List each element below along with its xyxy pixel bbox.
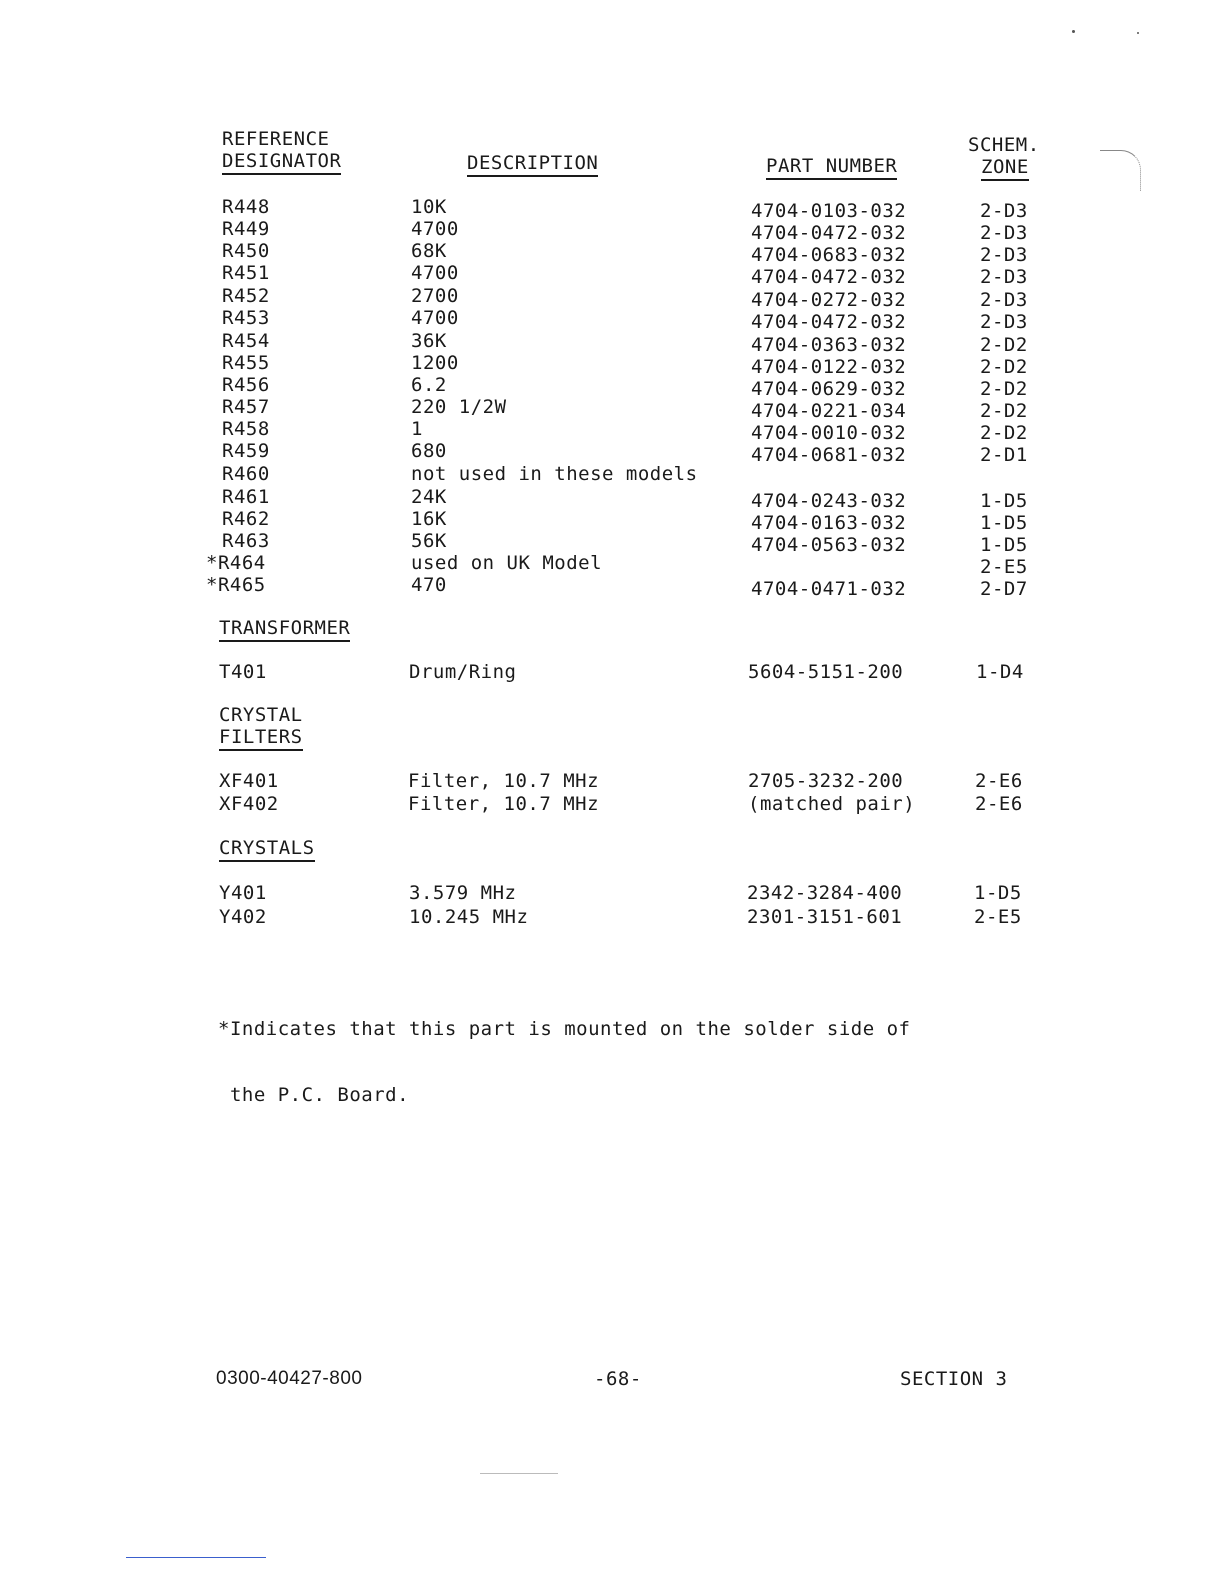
table-row xyxy=(0,285,1224,311)
table-row xyxy=(0,906,1224,928)
ref-header-line1: REFERENCE xyxy=(222,128,330,150)
part-cell: 2301-3151-601 xyxy=(747,906,903,928)
zone-cell: 2-D1 xyxy=(980,444,1028,466)
table-row xyxy=(0,330,1224,356)
desc-cell: not used in these models xyxy=(411,463,698,485)
zone-cell: 2-D3 xyxy=(980,311,1028,333)
table-row xyxy=(0,882,1224,904)
ref-cell: R449 xyxy=(222,218,270,240)
table-row xyxy=(0,418,1224,444)
part-cell: 4704-0683-032 xyxy=(751,244,907,266)
zone-cell: 1-D5 xyxy=(974,882,1022,904)
desc-cell: 4700 xyxy=(411,218,459,240)
zone-cell: 2-E5 xyxy=(974,906,1022,928)
part-cell: 4704-0471-032 xyxy=(751,578,907,600)
ref-cell: R448 xyxy=(222,196,270,218)
scan-speck xyxy=(1137,32,1139,34)
ref-cell: Y401 xyxy=(219,882,267,904)
zone-cell: 1-D5 xyxy=(980,490,1028,512)
part-cell: 4704-0163-032 xyxy=(751,512,907,534)
part-cell: 4704-0103-032 xyxy=(751,200,907,222)
zone-header-line2: ZONE xyxy=(981,156,1029,181)
part-cell: 4704-0472-032 xyxy=(751,311,907,333)
ref-cell: *R464 xyxy=(206,552,266,574)
desc-cell: 16K xyxy=(411,508,447,530)
table-row xyxy=(0,307,1224,333)
table-row xyxy=(0,374,1224,400)
ref-cell: R461 xyxy=(222,486,270,508)
crystal-filters-section-title xyxy=(219,704,303,748)
zone-cell: 2-D3 xyxy=(980,266,1028,288)
table-row xyxy=(0,486,1224,512)
desc-cell: 4700 xyxy=(411,307,459,329)
ref-cell: R457 xyxy=(222,396,270,418)
part-cell: (matched pair) xyxy=(748,793,916,815)
desc-cell: 36K xyxy=(411,330,447,352)
ref-cell: R462 xyxy=(222,508,270,530)
ref-cell: Y402 xyxy=(219,906,267,928)
zone-cell: 1-D5 xyxy=(980,534,1028,556)
table-row xyxy=(0,793,1224,815)
part-cell: 4704-0243-032 xyxy=(751,490,907,512)
part-number-header-label: PART NUMBER xyxy=(766,155,897,180)
ref-cell: R452 xyxy=(222,285,270,307)
zone-cell: 2-D3 xyxy=(980,244,1028,266)
ref-cell: R454 xyxy=(222,330,270,352)
desc-cell: 10.245 MHz xyxy=(409,906,529,928)
table-row xyxy=(0,196,1224,222)
desc-cell: 470 xyxy=(411,574,447,596)
ref-cell: R458 xyxy=(222,418,270,440)
part-cell: 4704-0122-032 xyxy=(751,356,907,378)
scan-artifact-mark xyxy=(1100,150,1141,191)
zone-cell: 2-D3 xyxy=(980,200,1028,222)
table-row xyxy=(0,770,1224,792)
document-number: 0300-40427-800 xyxy=(216,1368,363,1389)
ref-cell: XF402 xyxy=(219,793,279,815)
table-row xyxy=(0,396,1224,422)
desc-cell: 6.2 xyxy=(411,374,447,396)
table-row xyxy=(0,530,1224,556)
schem-zone-header xyxy=(968,134,1040,178)
desc-cell: 1200 xyxy=(411,352,459,374)
zone-cell: 2-E6 xyxy=(975,793,1023,815)
scan-speck xyxy=(1072,30,1075,33)
table-row xyxy=(0,218,1224,244)
description-header-label: DESCRIPTION xyxy=(467,152,598,177)
zone-cell: 2-D2 xyxy=(980,378,1028,400)
table-row xyxy=(0,262,1224,288)
ref-designator-header xyxy=(222,128,341,172)
page-number: -68- xyxy=(594,1368,642,1390)
part-cell: 5604-5151-200 xyxy=(748,661,904,683)
zone-cell: 2-D2 xyxy=(980,356,1028,378)
desc-cell: Filter, 10.7 MHz xyxy=(408,770,600,792)
ref-cell: R456 xyxy=(222,374,270,396)
desc-cell: 68K xyxy=(411,240,447,262)
part-cell: 4704-0472-032 xyxy=(751,266,907,288)
part-cell: 4704-0472-032 xyxy=(751,222,907,244)
description-header xyxy=(467,152,598,174)
zone-cell: 2-D3 xyxy=(980,289,1028,311)
desc-cell: 4700 xyxy=(411,262,459,284)
desc-cell: Drum/Ring xyxy=(409,661,517,683)
desc-cell: 24K xyxy=(411,486,447,508)
ref-cell: R460 xyxy=(222,463,270,485)
desc-cell: 680 xyxy=(411,440,447,462)
ref-cell: R463 xyxy=(222,530,270,552)
table-row xyxy=(0,574,1224,600)
desc-cell: 220 1/2W xyxy=(411,396,507,418)
ref-cell: R450 xyxy=(222,240,270,262)
part-cell: 4704-0563-032 xyxy=(751,534,907,556)
part-cell: 4704-0010-032 xyxy=(751,422,907,444)
footnote-line1: *Indicates that this part is mounted on the solder side of xyxy=(218,1018,911,1040)
desc-cell: 3.579 MHz xyxy=(409,882,517,904)
section-label: SECTION 3 xyxy=(900,1368,1008,1390)
ref-cell: R451 xyxy=(222,262,270,284)
part-cell: 4704-0272-032 xyxy=(751,289,907,311)
desc-cell: 10K xyxy=(411,196,447,218)
desc-cell: used on UK Model xyxy=(411,552,603,574)
zone-cell: 2-D2 xyxy=(980,422,1028,444)
zone-cell: 1-D4 xyxy=(976,661,1024,683)
crystals-title-text: CRYSTALS xyxy=(219,837,315,862)
table-row xyxy=(0,352,1224,378)
footnote xyxy=(218,974,910,1150)
zone-cell: 2-E5 xyxy=(980,556,1028,578)
ref-cell: R459 xyxy=(222,440,270,462)
zone-cell: 2-D3 xyxy=(980,222,1028,244)
ref-cell: *R465 xyxy=(206,574,266,596)
part-cell: 4704-0221-034 xyxy=(751,400,907,422)
table-row xyxy=(0,552,1224,578)
scan-edge-line xyxy=(126,1557,266,1558)
ref-cell: R453 xyxy=(222,307,270,329)
part-cell: 4704-0681-032 xyxy=(751,444,907,466)
zone-header-line1: SCHEM. xyxy=(968,134,1040,156)
table-row xyxy=(0,440,1224,466)
crystal-filters-title-line1: CRYSTAL xyxy=(219,704,303,726)
part-cell: 2342-3284-400 xyxy=(747,882,903,904)
footnote-line2: the P.C. Board. xyxy=(218,1084,410,1106)
part-cell: 2705-3232-200 xyxy=(748,770,904,792)
ref-header-line2: DESIGNATOR xyxy=(222,150,341,175)
crystal-filters-title-line2: FILTERS xyxy=(219,726,303,751)
ref-cell: XF401 xyxy=(219,770,279,792)
crystals-section-title xyxy=(219,837,315,859)
zone-cell: 2-E6 xyxy=(975,770,1023,792)
desc-cell: Filter, 10.7 MHz xyxy=(408,793,600,815)
table-row xyxy=(0,240,1224,266)
zone-cell: 2-D2 xyxy=(980,400,1028,422)
zone-cell: 2-D7 xyxy=(980,578,1028,600)
table-row xyxy=(0,661,1224,683)
part-cell: 4704-0363-032 xyxy=(751,334,907,356)
desc-cell: 2700 xyxy=(411,285,459,307)
part-cell: 4704-0629-032 xyxy=(751,378,907,400)
table-row xyxy=(0,508,1224,534)
ref-cell: R455 xyxy=(222,352,270,374)
desc-cell: 1 xyxy=(411,418,423,440)
part-number-header xyxy=(766,155,897,177)
transformer-section-title xyxy=(219,617,350,639)
ref-cell: T401 xyxy=(219,661,267,683)
desc-cell: 56K xyxy=(411,530,447,552)
scan-faint-line xyxy=(480,1473,558,1474)
transformer-title-text: TRANSFORMER xyxy=(219,617,350,642)
table-row xyxy=(0,463,1224,485)
zone-cell: 2-D2 xyxy=(980,334,1028,356)
zone-cell: 1-D5 xyxy=(980,512,1028,534)
